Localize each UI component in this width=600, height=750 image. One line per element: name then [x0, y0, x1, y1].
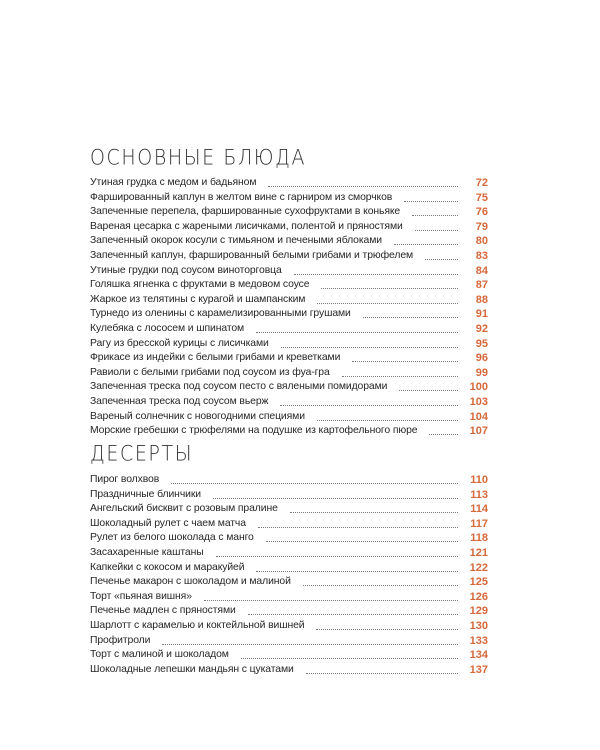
- dot-leader: [425, 249, 458, 264]
- dessert-entry: [90, 590, 488, 605]
- entry-page-number: 107: [469, 425, 488, 438]
- dot-leader: [268, 176, 458, 191]
- entry-title: Пирог волхвов: [90, 474, 160, 485]
- main-course-entry: [90, 380, 488, 395]
- entry-page-number: 126: [469, 590, 488, 603]
- entry-title: Капкейки с кокосом и маракуйей: [90, 561, 245, 573]
- dot-leader: [256, 561, 458, 576]
- entry-page-number: 83: [475, 249, 488, 262]
- entry-page-number: 133: [469, 634, 488, 647]
- desserts-heading: ДЕСЕРТЫ: [90, 441, 194, 466]
- dot-leader: [321, 278, 458, 293]
- dot-leader: [316, 619, 458, 634]
- entry-page-number: 76: [475, 206, 488, 219]
- dessert-entry: [90, 663, 488, 678]
- main-course-entry: [90, 366, 488, 381]
- dessert-entry: [90, 473, 488, 488]
- entry-title: Фаршированный каплун в желтом вине с гарниром из сморчков: [90, 191, 393, 203]
- entry-page-number: 129: [469, 605, 488, 618]
- entry-title: Запеченная треска под соусом песто с вялеными помидорами: [90, 381, 388, 393]
- dot-leader: [399, 380, 458, 395]
- dot-leader: [256, 322, 458, 337]
- dot-leader: [162, 634, 458, 649]
- entry-page-number: 137: [469, 663, 488, 676]
- main-course-entry: [90, 220, 488, 235]
- dot-leader: [363, 307, 458, 322]
- dessert-entry: [90, 546, 488, 561]
- entry-page-number: 92: [475, 322, 488, 335]
- entry-title: Шоколадные лепешки мандьян с цукатами: [90, 663, 294, 675]
- main-course-entry: [90, 293, 488, 308]
- entry-title: Профитроли: [90, 634, 151, 646]
- dessert-entry: [90, 531, 488, 546]
- dot-leader: [258, 517, 458, 532]
- main-courses-heading: ОСНОВНЫЕ БЛЮДА: [90, 145, 307, 170]
- dot-leader: [352, 351, 458, 366]
- dot-leader: [317, 293, 458, 308]
- dessert-entry: [90, 604, 488, 619]
- dessert-entry: [90, 517, 488, 532]
- entry-page-number: 84: [475, 264, 488, 277]
- entry-page-number: 118: [470, 532, 488, 545]
- main-course-entry: [90, 337, 488, 352]
- entry-title: Запеченный каплун, фаршированный белыми грибами и трюфелем: [90, 249, 414, 261]
- entry-page-number: 91: [475, 308, 488, 321]
- dot-leader: [294, 264, 458, 279]
- entry-title: Шарлотт с карамелью и коктейльной вишней: [90, 619, 305, 631]
- entry-title: Утиная грудка с медом и бадьяном: [90, 177, 257, 188]
- entry-title: Запеченная треска под соусом вьерж: [90, 395, 269, 407]
- entry-page-number: 103: [469, 395, 488, 408]
- dessert-entry: [90, 561, 488, 576]
- entry-title: Жаркое из телятины с курагой и шампанским: [90, 293, 306, 305]
- entry-page-number: 88: [475, 293, 488, 306]
- entry-page-number: 99: [475, 366, 488, 379]
- main-course-entry: [90, 191, 488, 206]
- entry-page-number: 125: [469, 576, 488, 589]
- entry-title: Морские гребешки с трюфелями на подушке из картофельного пюре: [90, 425, 418, 437]
- entry-page-number: 122: [469, 561, 488, 574]
- dot-leader: [290, 502, 458, 517]
- main-course-entry: [90, 395, 488, 410]
- dessert-entry: [90, 648, 488, 663]
- entry-page-number: 79: [475, 220, 488, 233]
- dot-leader: [213, 488, 458, 503]
- dot-leader: [429, 424, 458, 439]
- entry-title: Торт с малиной и шоколадом: [90, 649, 229, 661]
- dessert-entry: [90, 634, 488, 649]
- dot-leader: [404, 191, 458, 206]
- dot-leader: [342, 366, 458, 381]
- entry-page-number: 87: [475, 279, 488, 292]
- entry-title: Засахаренные каштаны: [90, 546, 204, 558]
- entry-title: Утиные грудки под соусом виноторговца: [90, 264, 282, 276]
- desserts-list: [90, 473, 488, 677]
- entry-title: Шоколадный рулет с чаем матча: [90, 517, 246, 529]
- entry-title: Печенье макарон с шоколадом и малиной: [90, 576, 291, 588]
- entry-page-number: 110: [470, 474, 488, 486]
- dot-leader: [248, 604, 458, 619]
- main-course-entry: [90, 424, 488, 439]
- dot-leader: [415, 220, 458, 235]
- entry-page-number: 104: [469, 410, 488, 423]
- main-course-entry: [90, 307, 488, 322]
- entry-page-number: 96: [475, 352, 488, 365]
- main-course-entry: [90, 264, 488, 279]
- entry-title: Вареная цесарка с жареными лисичками, полентой и пряностями: [90, 220, 403, 232]
- entry-title: Голяшка ягненка с фруктами в медовом соусе: [90, 279, 310, 291]
- entry-page-number: 72: [475, 177, 488, 189]
- dot-leader: [241, 648, 458, 663]
- main-course-entry: [90, 205, 488, 220]
- main-courses-list: [90, 176, 488, 439]
- entry-page-number: 134: [469, 649, 488, 662]
- entry-title: Вареный солнечник с новогодними специями: [90, 410, 305, 422]
- entry-page-number: 95: [475, 337, 488, 350]
- dot-leader: [216, 546, 458, 561]
- entry-page-number: 117: [470, 517, 488, 530]
- main-course-entry: [90, 176, 488, 191]
- entry-title: Запеченный окорок косули с тимьяном и печеными яблоками: [90, 235, 382, 247]
- entry-title: Печенье мадлен с пряностями: [90, 605, 236, 617]
- dot-leader: [394, 234, 458, 249]
- entry-page-number: 121: [469, 546, 488, 559]
- dot-leader: [171, 473, 458, 488]
- entry-title: Турнедо из оленины с карамелизированными грушами: [90, 308, 351, 320]
- main-course-entry: [90, 278, 488, 293]
- entry-title: Рулет из белого шоколада с манго: [90, 532, 254, 544]
- entry-page-number: 100: [469, 381, 488, 394]
- dot-leader: [280, 395, 458, 410]
- entry-title: Праздничные блинчики: [90, 488, 201, 500]
- dot-leader: [412, 205, 458, 220]
- dot-leader: [306, 663, 458, 678]
- entry-page-number: 113: [470, 488, 488, 501]
- dot-leader: [303, 575, 458, 590]
- main-course-entry: [90, 234, 488, 249]
- entry-title: Кулебяка с лососем и шпинатом: [90, 322, 245, 334]
- entry-title: Равиоли с белыми грибами под соусом из фуа-гра: [90, 366, 330, 378]
- main-course-entry: [90, 249, 488, 264]
- dot-leader: [281, 337, 458, 352]
- dessert-entry: [90, 502, 488, 517]
- main-course-entry: [90, 322, 488, 337]
- main-course-entry: [90, 410, 488, 425]
- dot-leader: [204, 590, 458, 605]
- entry-page-number: 114: [470, 503, 488, 516]
- entry-page-number: 80: [475, 235, 488, 248]
- entry-page-number: 75: [475, 191, 488, 204]
- dot-leader: [266, 531, 458, 546]
- entry-title: Фрикасе из индейки с белыми грибами и креветками: [90, 352, 341, 364]
- dessert-entry: [90, 619, 488, 634]
- entry-page-number: 130: [469, 619, 488, 632]
- entry-title: Ангельский бисквит с розовым пралине: [90, 503, 278, 515]
- entry-title: Торт «пьяная вишня»: [90, 590, 192, 602]
- entry-title: Рагу из бресской курицы с лисичками: [90, 337, 269, 349]
- dessert-entry: [90, 575, 488, 590]
- dot-leader: [317, 410, 458, 425]
- dessert-entry: [90, 488, 488, 503]
- main-course-entry: [90, 351, 488, 366]
- entry-title: Запеченные перепела, фаршированные сухофруктами в коньяке: [90, 206, 401, 218]
